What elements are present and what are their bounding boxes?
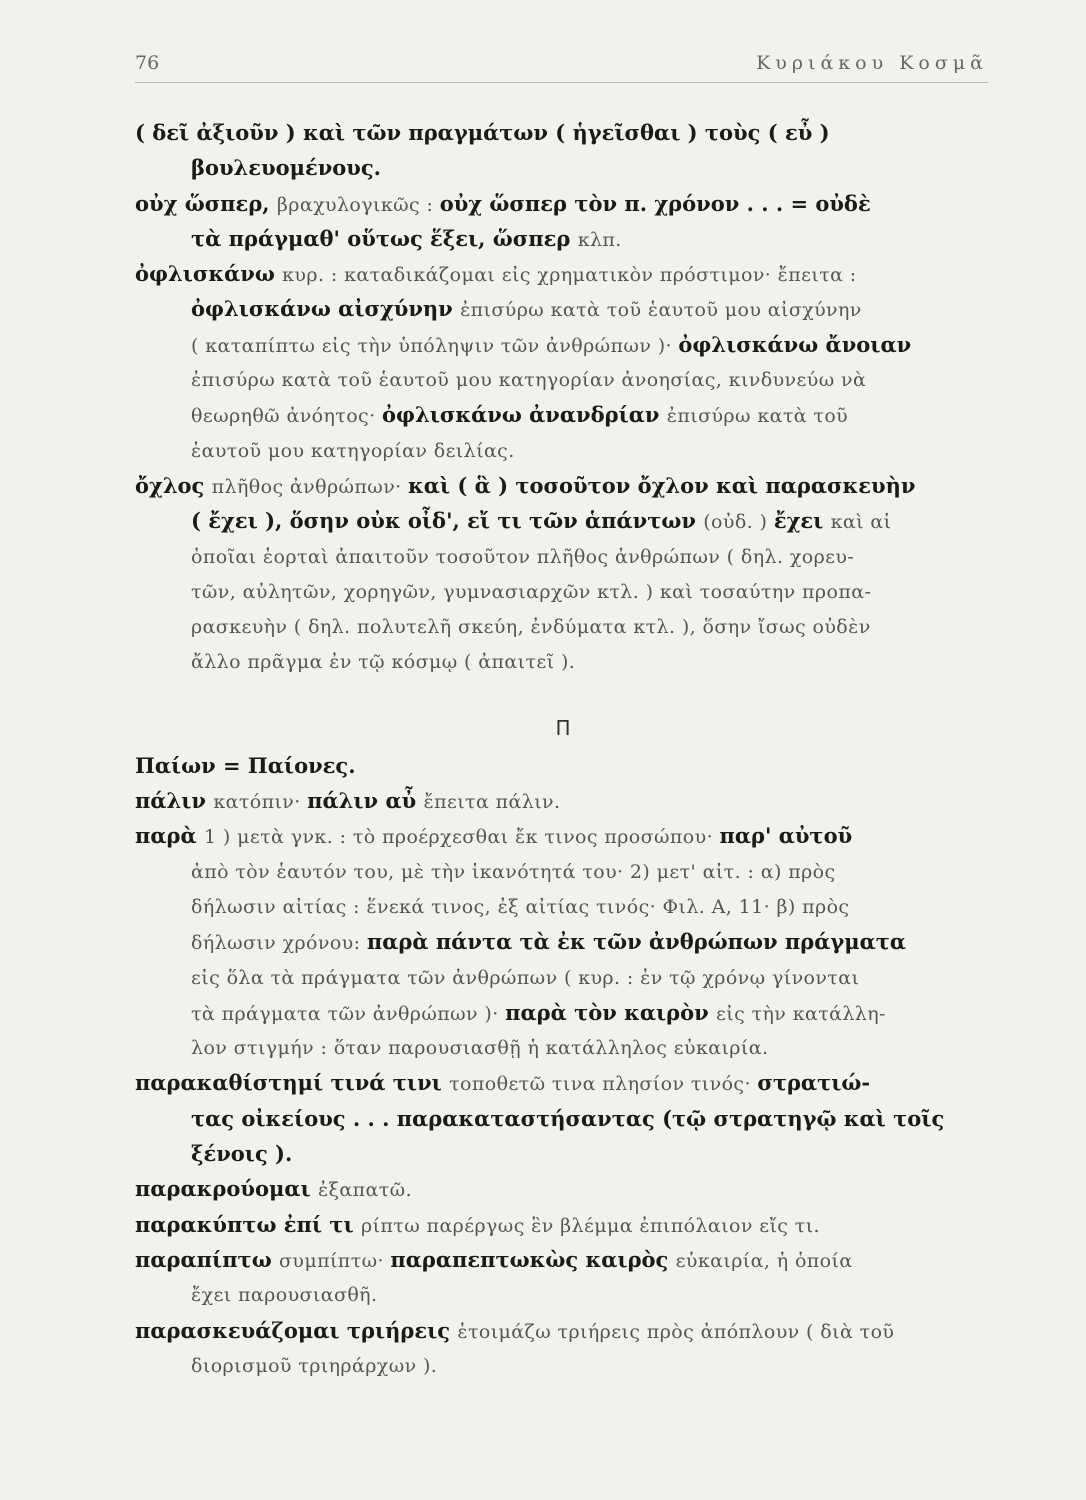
definition-text: εἰς ὅλα τὰ πράγματα τῶν ἀνθρώπων ( κυρ. : ἐν τῷ χρόνῳ γίνονται [191, 966, 860, 989]
headword-text: ὀφλισκάνω [135, 261, 283, 287]
entry-line [135, 1030, 991, 1065]
entry-line [135, 644, 991, 679]
dictionary-entry [135, 115, 991, 186]
headword-text: ( ἔχει ), ὅσην οὐκ οἶδ', εἴ τι τῶν ἁπάντων [191, 508, 704, 534]
definition-text: βραχυλογικῶς : [276, 193, 440, 216]
entry-line [135, 1101, 991, 1136]
entry-line [135, 574, 991, 609]
entry-line [135, 1136, 991, 1171]
dictionary-entry [135, 818, 991, 1065]
headword-text: ὄχλος [135, 472, 212, 498]
headword-text: Παίων = Παίονες. [135, 752, 356, 778]
definition-text: ( καταπίπτω εἰς τὴν ὑπόληψιν τῶν ἀνθρώπων )· [191, 334, 679, 357]
entry-line [135, 256, 991, 291]
definition-text: ρίπτω παρέργως ἓν βλέμμα ἐπιπόλαιον εἴς τι. [361, 1214, 820, 1237]
headword-text: ὀφλισκάνω ἄνοιαν [678, 331, 912, 357]
definition-text: ἐξαπατῶ. [317, 1179, 413, 1202]
entry-line [135, 115, 991, 150]
headword-text: ξένοις ). [191, 1141, 293, 1167]
dictionary-entry [135, 748, 991, 783]
entry-line [135, 609, 991, 644]
entries-block-1 [135, 115, 991, 680]
definition-text: κλπ. [577, 228, 622, 251]
headword-text: στρατιώ- [757, 1070, 871, 1096]
definition-text: ἀπὸ τὸν ἑαυτόν του, μὲ τὴν ἱκανότητά του· 2) μετ' αἰτ. : α) πρὸς [191, 860, 836, 883]
running-header [135, 50, 988, 83]
headword-text: ὀφλισκάνω αἰσχύνην [191, 296, 461, 322]
section-letter: Π [555, 715, 571, 740]
headword-text: παρασκευάζομαι τριήρεις [135, 1317, 458, 1343]
definition-text: εὐκαιρία, ἡ ὁποία [675, 1249, 853, 1272]
headword-text: τὰ πράγμαθ' οὕτως ἕξει, ὥσπερ [191, 225, 578, 251]
entry-line [135, 362, 991, 397]
entry-line [135, 818, 991, 853]
definition-text: ἑαυτοῦ μου κατηγορίαν δειλίας. [191, 439, 515, 462]
entry-line [135, 960, 991, 995]
dictionary-entry [135, 256, 991, 468]
headword-text: παρακαθίστημί τινά τινι [135, 1070, 450, 1096]
entry-line [135, 291, 991, 326]
entry-line [135, 150, 991, 185]
headword-text: καὶ ( ἃ ) τοσοῦτον ὄχλον καὶ παρασκευὴν [408, 472, 916, 498]
headword-text: ἔχει [773, 508, 831, 534]
definition-text: ἐπισύρω κατὰ τοῦ ἑαυτοῦ μου αἰσχύνην [460, 299, 862, 322]
headword-text: οὐχ ὥσπερ, [135, 190, 277, 216]
running-head-title: Κυριάκου Κοσμᾶ [756, 52, 988, 74]
definition-text: τῶν, αὐλητῶν, χορηγῶν, γυμνασιαρχῶν κτλ. ) καὶ τοσαύτην προπα- [191, 580, 872, 603]
entry-line [135, 1313, 991, 1348]
entry-line [135, 186, 991, 221]
entry-line [135, 889, 991, 924]
definition-text: λον στιγμήν : ὅταν παρουσιασθῇ ἡ κατάλληλος εὐκαιρία. [191, 1037, 769, 1060]
dictionary-entry [135, 186, 991, 257]
dictionary-entry [135, 783, 991, 818]
definition-text: τοποθετῶ τινα πλησίον τινός· [449, 1073, 758, 1096]
definition-text: ἐπισύρω κατὰ τοῦ [666, 405, 849, 428]
dictionary-entry [135, 1313, 991, 1384]
headword-text: παραπίπτω [135, 1246, 279, 1272]
dictionary-entry [135, 1207, 991, 1242]
definition-text: ἑτοιμάζω τριήρεις πρὸς ἀπόπλουν ( διὰ τοῦ [457, 1320, 895, 1343]
entry-line [135, 1348, 991, 1383]
entry-line [135, 433, 991, 468]
entry-line [135, 503, 991, 538]
headword-text: τας οἰκείους . . . παρακαταστήσαντας (τῷ στρατηγῷ καὶ τοῖς [191, 1105, 945, 1131]
page-number: 76 [135, 52, 160, 74]
definition-text: συμπίπτω· [279, 1249, 391, 1272]
entries-block-2 [135, 748, 991, 1383]
entry-line [135, 854, 991, 889]
entry-line [135, 783, 991, 818]
definition-text: ἔχει παρουσιασθῆ. [191, 1284, 378, 1307]
headword-text: πάλιν αὖ [307, 788, 424, 814]
headword-text: παρὰ [135, 823, 204, 849]
definition-text: ρασκευὴν ( δηλ. πολυτελῆ σκεύη, ἐνδύματα κτλ. ), ὅσην ἴσως οὐδὲν [191, 616, 871, 639]
definition-text: κατόπιν· [213, 791, 308, 814]
entry-line [135, 1065, 991, 1100]
definition-text: κυρ. : καταδικάζομαι εἰς χρηματικὸν πρόστιμον· ἔπειτα : [282, 264, 857, 287]
headword-text: παρὰ τὸν καιρὸν [505, 999, 717, 1025]
definition-text: ἄλλο πρᾶγμα ἐν τῷ κόσμῳ ( ἀπαιτεῖ ). [191, 651, 576, 674]
definition-text: θεωρηθῶ ἀνόητος· [191, 405, 382, 428]
headword-text: παρὰ πάντα τὰ ἐκ τῶν ἀνθρώπων πράγματα [366, 929, 907, 955]
headword-text: παραπεπτωκὼς καιρὸς [390, 1246, 676, 1272]
headword-text: ὀφλισκάνω ἀνανδρίαν [381, 402, 667, 428]
definition-text: (οὐδ. ) [703, 511, 774, 534]
definition-text: ἔπειτα πάλιν. [423, 791, 561, 814]
entry-line [135, 1207, 991, 1242]
dictionary-entry [135, 468, 991, 680]
entry-line [135, 539, 991, 574]
entry-line [135, 995, 991, 1030]
entry-line [135, 327, 991, 362]
entry-line [135, 221, 991, 256]
headword-text: οὐχ ὥσπερ τὸν π. χρόνον . . . = οὐδὲ [439, 190, 871, 216]
definition-text: ἐπισύρω κατὰ τοῦ ἑαυτοῦ μου κατηγορίαν ἀνοησίας, κινδυνεύω νὰ [191, 369, 867, 392]
entry-line [135, 397, 991, 432]
headword-text: βουλευομένους. [191, 155, 381, 181]
headword-text: πάλιν [135, 788, 214, 814]
dictionary-entry [135, 1065, 991, 1171]
definition-text: δήλωσιν χρόνου: [191, 932, 367, 955]
dictionary-entry [135, 1171, 991, 1206]
dictionary-body [135, 115, 991, 1383]
definition-text: τὰ πράγματα τῶν ἀνθρώπων )· [191, 1002, 506, 1025]
headword-text: ( δεῖ ἀξιοῦν ) καὶ τῶν πραγμάτων ( ἡγεῖσθαι ) τοὺς ( εὖ ) [135, 120, 830, 145]
definition-text: πλῆθος ἀνθρώπων· [211, 475, 409, 498]
definition-text: εἰς τὴν κατάλλη- [716, 1002, 886, 1025]
entry-line [135, 1242, 991, 1277]
entry-line [135, 468, 991, 503]
definition-text: διορισμοῦ τριηράρχων ). [191, 1354, 438, 1377]
headword-text: παρακύπτω ἐπί τι [135, 1211, 361, 1237]
definition-text: ὁποῖαι ἑορταὶ ἀπαιτοῦν τοσοῦτον πλῆθος ἀνθρώπων ( δηλ. χορευ- [191, 545, 855, 568]
entry-line [135, 1171, 991, 1206]
definition-text: δήλωσιν αἰτίας : ἕνεκά τινος, ἐξ αἰτίας τινός· Φιλ. Α, 11· β) πρὸς [191, 895, 850, 918]
dictionary-entry [135, 1242, 991, 1313]
entry-line [135, 1277, 991, 1312]
definition-text: 1 ) μετὰ γνκ. : τὸ προέρχεσθαι ἔκ τινος προσώπου· [203, 826, 720, 849]
definition-text: καὶ αἱ [830, 511, 892, 534]
entry-line [135, 748, 991, 783]
headword-text: παρακρούομαι [135, 1176, 318, 1202]
entry-line [135, 924, 991, 959]
headword-text: παρ' αὐτοῦ [719, 823, 853, 849]
